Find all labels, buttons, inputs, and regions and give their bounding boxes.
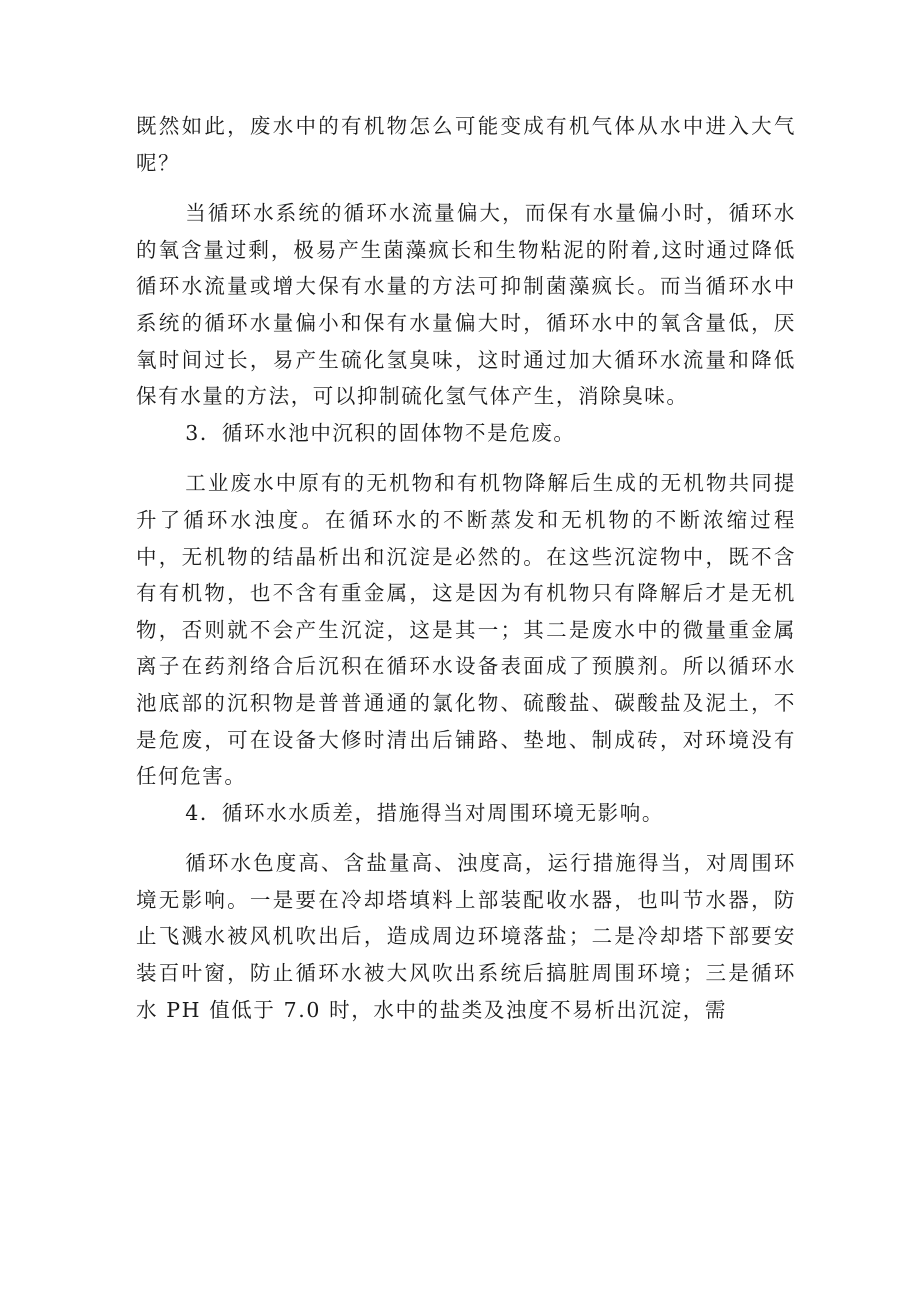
paragraph-oxygen-control: 当循环水系统的循环水流量偏大，而保有水量偏小时，循环水的氧含量过剩，极易产生菌藻疯长和生物粘泥的附着,这时通过降低循环水流量或增大保有水量的方法可抑制菌藻疯长。而当循环水中系统的循环水量偏小和保有水量偏大时，循环水中的氧含量低，厌氧时间过长，易产生硫化氢臭味，这时通过加大循环水流量和降低保有水量的方法，可以抑制硫化氢气体产生，消除臭味。 xyxy=(136,201,796,409)
paragraph-continuation: 既然如此，废水中的有机物怎么可能变成有机气体从水中进入大气呢？ xyxy=(136,114,796,175)
document-page xyxy=(136,108,796,1028)
paragraph-water-quality: 循环水色度高、含盐量高、浊度高，运行措施得当，对周围环境无影响。一是要在冷却塔填料上部装配收水器，也叫节水器，防止飞溅水被风机吹出后，造成周边环境落盐；二是冷却塔下部要安装百叶窗，防止循环水被大风吹出系统后搞脏周围环境；三是循环水 PH 值低于 7.0 时，水中的盐类及浊度不易析出沉淀，需 xyxy=(136,851,796,1022)
paragraph-sediment: 工业废水中原有的无机物和有机物降解后生成的无机物共同提升了循环水浊度。在循环水的不断蒸发和无机物的不断浓缩过程中，无机物的结晶析出和沉淀是必然的。在这些沉淀物中，既不含有有机物，也不含有重金属，这是因为有机物只有降解后才是无机物，否则就不会产生沉淀，这是其一；其二是废水中的微量重金属离子在药剂络合后沉积在循环水设备表面成了预膜剂。所以循环水池底部的沉积物是普普通通的氯化物、硫酸盐、碳酸盐及泥土，不是危废，可在设备大修时清出后铺路、垫地、制成砖，对环境没有任何危害。 xyxy=(136,471,796,789)
section-heading-3: 3．循环水池中沉积的固体物不是危废。 xyxy=(185,420,576,445)
section-heading-4: 4．循环水水质差，措施得当对周围环境无影响。 xyxy=(185,800,664,825)
